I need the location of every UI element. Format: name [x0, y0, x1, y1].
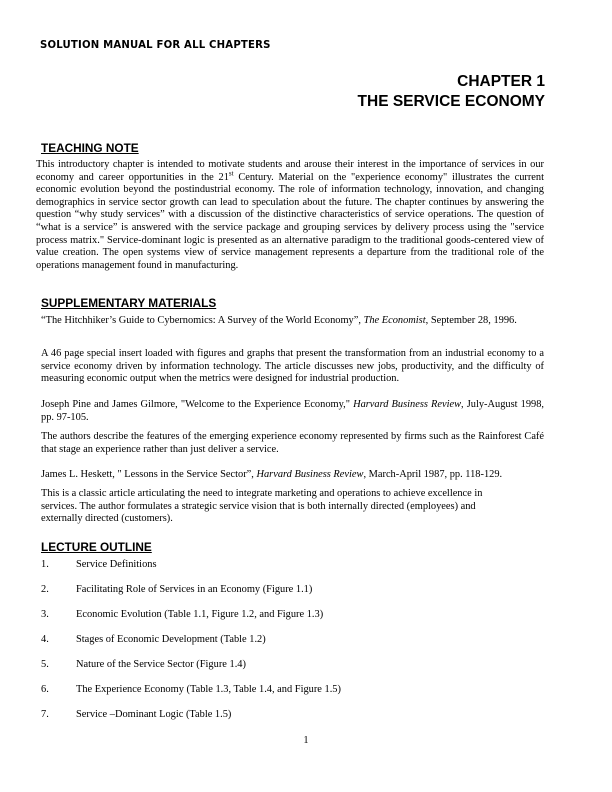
outline-item: 3. Economic Evolution (Table 1.1, Figure 1.2, and Figure 1.3): [41, 609, 324, 620]
description-pine-gilmore: The authors describe the features of the emerging experience economy represented by firms such as the Rainforest Café that stage an experience rather than just deliver a service.: [41, 431, 544, 455]
chapter-title: THE SERVICE ECONOMY: [357, 93, 545, 110]
supplementary-materials-heading: SUPPLEMENTARY MATERIALS: [41, 296, 217, 310]
outline-item: 4. Stages of Economic Development (Table 1.2): [41, 634, 266, 645]
lecture-outline-heading: LECTURE OUTLINE: [41, 540, 152, 554]
description-heskett: This is a classic article articulating the need to integrate marketing and operations to achieve excellence in services. The author formulates a strategic service vision that is both internally directed (employees) and externally directed (customers).: [41, 488, 483, 525]
citation-heskett: James L. Heskett, " Lessons in the Service Sector”, Harvard Business Review, March-April 1987, pp. 118-129.: [41, 469, 503, 480]
description-economist: A 46 page special insert loaded with figures and graphs that present the transformation from an industrial economy to a service economy driven by information technology. The article discusses new jobs, productivity, and the difficulty of measuring economic output when the metrics were designed for industrial production.: [41, 348, 544, 385]
citation-economist: “The Hitchhiker’s Guide to Cybernomics: A Survey of the World Economy”, The Economist, September 28, 1996.: [41, 315, 517, 326]
outline-item: 1. Service Definitions: [41, 559, 157, 570]
outline-item: 6. The Experience Economy (Table 1.3, Table 1.4, and Figure 1.5): [41, 684, 341, 695]
document-header: SOLUTION MANUAL FOR ALL CHAPTERS: [40, 38, 271, 51]
chapter-number: CHAPTER 1: [457, 73, 545, 90]
teaching-note-paragraph: This introductory chapter is intended to motivate students and arouse their interest in the importance of services in our economy and career opportunities in the 21st Century. Material on the "experience economy" illustrates the current economic evolution beyond the postindustrial economy. The role of information technology, innovation, and changing demographics in service sector growth can lead to speculation about the future. The chapter continues by answering the question “why study services” with a discussion of the distinctive characteristics of service operations. The question of “what is a service” is answered with the service package and grouping services by delivery process using the "service process matrix." Service-dominant logic is presented as an alternative paradigm to the traditional goods-centered view of value creation. The open systems view of service management represents a departure from the traditional role of the operations management found in manufacturing.: [36, 159, 544, 271]
teaching-note-heading: TEACHING NOTE: [41, 141, 139, 155]
outline-item: 5. Nature of the Service Sector (Figure 1.4): [41, 659, 246, 670]
page-number: 1: [303, 735, 309, 746]
citation-pine-gilmore: Joseph Pine and James Gilmore, "Welcome to the Experience Economy," Harvard Business Review, July-August 1998, pp. 97-105.: [41, 399, 545, 423]
outline-item: 2. Facilitating Role of Services in an Economy (Figure 1.1): [41, 584, 313, 595]
outline-item: 7. Service –Dominant Logic (Table 1.5): [41, 709, 232, 720]
